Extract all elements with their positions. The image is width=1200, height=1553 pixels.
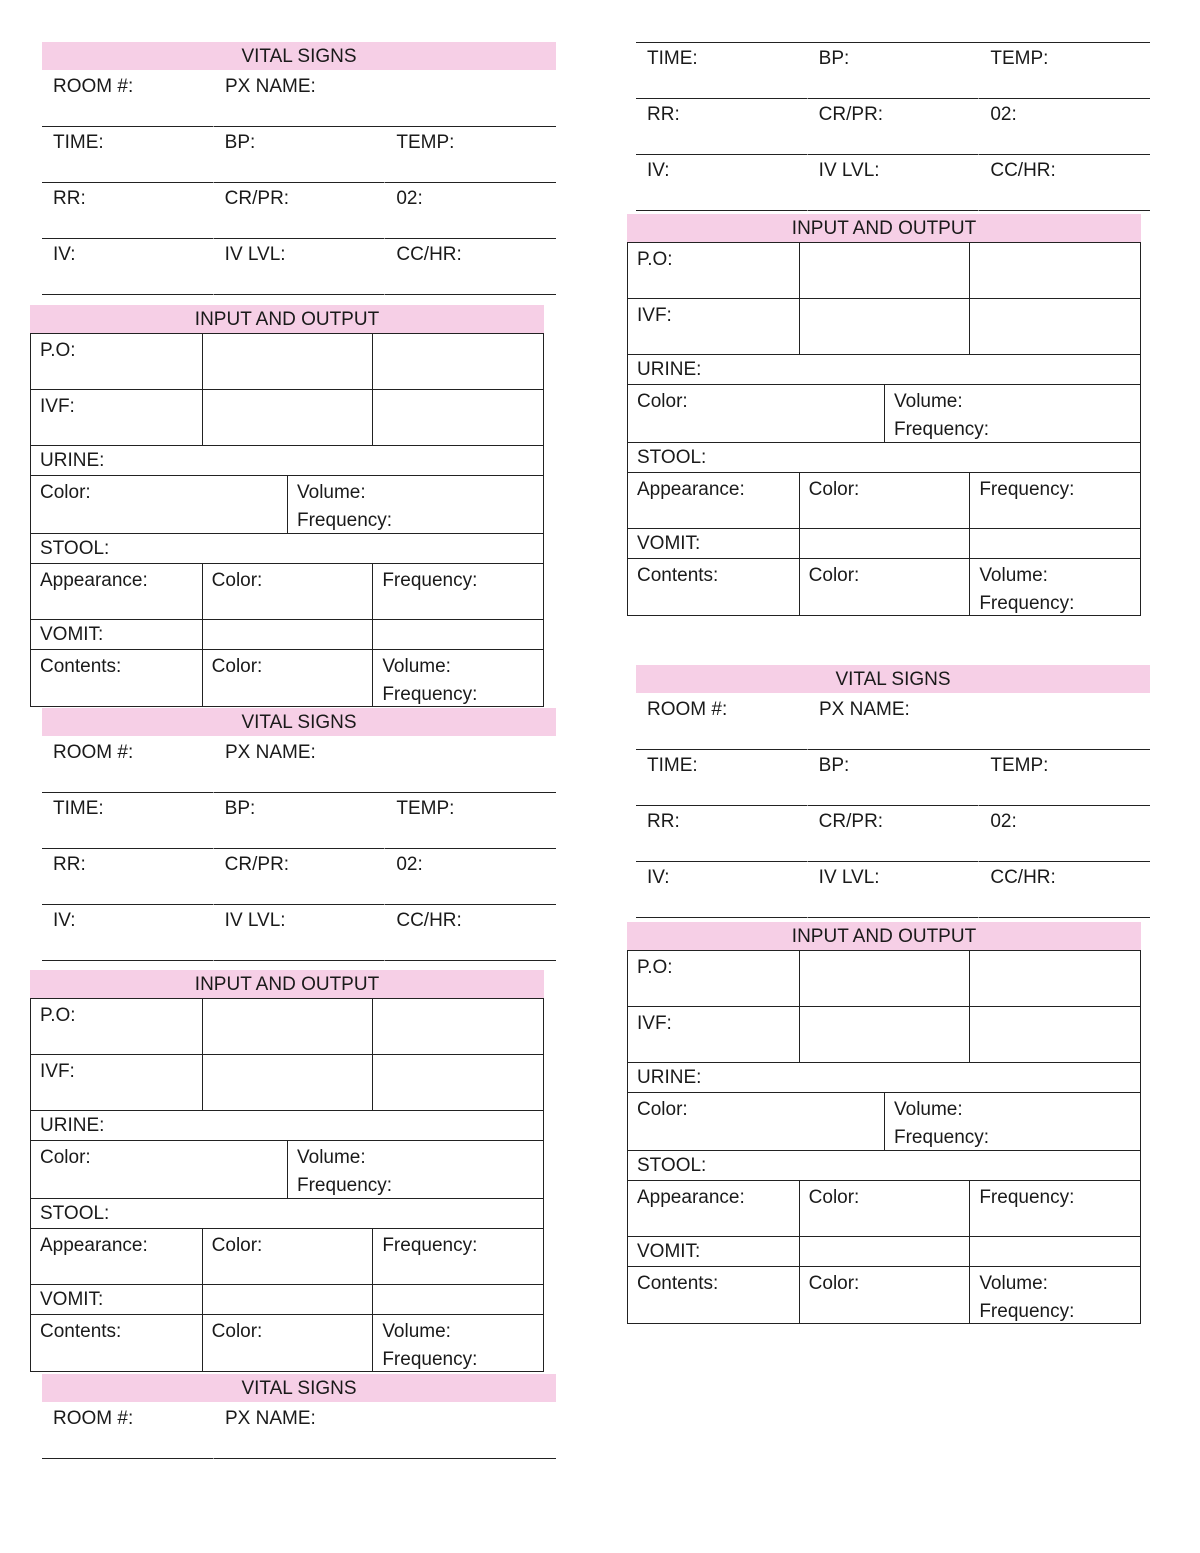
stool-label: STOOL: bbox=[40, 538, 110, 559]
stool-appearance-field[interactable]: Appearance: bbox=[637, 1187, 745, 1208]
bp-field[interactable]: BP: bbox=[213, 127, 385, 183]
section-header: INPUT AND OUTPUT bbox=[627, 922, 1141, 950]
room-field[interactable]: ROOM #: bbox=[636, 693, 807, 750]
cc-hr-field[interactable]: CC/HR: bbox=[384, 905, 556, 961]
iv-lvl-field[interactable]: IV LVL: bbox=[807, 862, 979, 918]
temp-field[interactable]: TEMP: bbox=[978, 750, 1150, 806]
po-entry[interactable] bbox=[799, 951, 970, 1006]
crpr-field[interactable]: CR/PR: bbox=[807, 99, 979, 155]
ivf-field[interactable]: IVF: bbox=[40, 1061, 75, 1082]
po-entry[interactable] bbox=[969, 951, 1140, 1006]
temp-field[interactable]: TEMP: bbox=[384, 127, 556, 183]
urine-label: URINE: bbox=[637, 1067, 702, 1088]
section-header: VITAL SIGNS bbox=[42, 1374, 556, 1402]
vomit-color-field[interactable]: Color: bbox=[799, 559, 970, 615]
vomit-label: VOMIT: bbox=[637, 533, 701, 554]
stool-frequency-field[interactable]: Frequency: bbox=[372, 1229, 543, 1284]
ivf-field[interactable]: IVF: bbox=[40, 396, 75, 417]
rr-field[interactable]: RR: bbox=[42, 849, 213, 905]
frequency-label: Frequency: bbox=[382, 1349, 478, 1370]
stool-appearance-field[interactable]: Appearance: bbox=[40, 1235, 148, 1256]
stool-appearance-field[interactable]: Appearance: bbox=[637, 479, 745, 500]
frequency-label: Frequency: bbox=[979, 1301, 1075, 1322]
vomit-volume-frequency-field[interactable] bbox=[372, 650, 543, 706]
vital-signs-form-3 bbox=[42, 1374, 556, 1459]
urine-volume-frequency-field[interactable] bbox=[884, 1093, 1140, 1150]
ivf-entry[interactable] bbox=[969, 1007, 1140, 1062]
input-output-form-4 bbox=[627, 922, 1141, 1324]
frequency-label: Frequency: bbox=[297, 1175, 393, 1196]
section-header: INPUT AND OUTPUT bbox=[627, 214, 1141, 242]
urine-color-field[interactable]: Color: bbox=[637, 391, 688, 412]
stool-label: STOOL: bbox=[637, 1155, 707, 1176]
po-entry[interactable] bbox=[372, 999, 543, 1054]
iv-lvl-field[interactable]: IV LVL: bbox=[213, 905, 385, 961]
urine-volume-frequency-field[interactable] bbox=[884, 385, 1140, 442]
section-header: VITAL SIGNS bbox=[42, 42, 556, 70]
po-field[interactable]: P.O: bbox=[637, 249, 673, 270]
cc-hr-field[interactable]: CC/HR: bbox=[978, 862, 1150, 918]
temp-field[interactable]: TEMP: bbox=[384, 793, 556, 849]
stool-label: STOOL: bbox=[40, 1203, 110, 1224]
po-entry[interactable] bbox=[799, 243, 970, 298]
ivf-field[interactable]: IVF: bbox=[637, 305, 672, 326]
input-output-form-1 bbox=[30, 305, 544, 707]
iv-field[interactable]: IV: bbox=[636, 155, 807, 211]
stool-color-field[interactable]: Color: bbox=[202, 1229, 373, 1284]
room-field[interactable]: ROOM #: bbox=[42, 70, 213, 127]
vomit-contents-field[interactable]: Contents: bbox=[637, 565, 719, 586]
urine-label: URINE: bbox=[40, 1115, 105, 1136]
time-field[interactable]: TIME: bbox=[636, 750, 807, 806]
room-field[interactable]: ROOM #: bbox=[42, 736, 213, 793]
frequency-label: Frequency: bbox=[297, 510, 393, 531]
frequency-label: Frequency: bbox=[979, 593, 1075, 614]
iv-lvl-field[interactable]: IV LVL: bbox=[807, 155, 979, 211]
ivf-entry[interactable] bbox=[799, 1007, 970, 1062]
bp-field[interactable]: BP: bbox=[213, 793, 385, 849]
vomit-blank[interactable] bbox=[372, 620, 543, 649]
iv-field[interactable]: IV: bbox=[42, 905, 213, 961]
crpr-field[interactable]: CR/PR: bbox=[807, 806, 979, 862]
ivf-entry[interactable] bbox=[202, 390, 373, 445]
volume-label: Volume: bbox=[894, 1099, 963, 1120]
stool-color-field[interactable]: Color: bbox=[799, 1181, 970, 1236]
urine-label: URINE: bbox=[40, 450, 105, 471]
frequency-label: Frequency: bbox=[894, 1127, 990, 1148]
vomit-volume-frequency-field[interactable] bbox=[969, 1267, 1140, 1323]
crpr-field[interactable]: CR/PR: bbox=[213, 849, 385, 905]
ivf-entry[interactable] bbox=[202, 1055, 373, 1110]
frequency-label: Frequency: bbox=[382, 684, 478, 705]
vomit-label: VOMIT: bbox=[637, 1241, 701, 1262]
volume-label: Volume: bbox=[894, 391, 963, 412]
vomit-label: VOMIT: bbox=[40, 1289, 104, 1310]
stool-frequency-field[interactable]: Frequency: bbox=[969, 1181, 1140, 1236]
urine-color-field[interactable]: Color: bbox=[40, 1147, 91, 1168]
time-field[interactable]: TIME: bbox=[636, 43, 807, 99]
urine-color-field[interactable]: Color: bbox=[40, 482, 91, 503]
po-entry[interactable] bbox=[372, 334, 543, 389]
vomit-blank[interactable] bbox=[799, 1237, 970, 1266]
po-entry[interactable] bbox=[969, 243, 1140, 298]
vomit-blank[interactable] bbox=[969, 1237, 1140, 1266]
time-field[interactable]: TIME: bbox=[42, 793, 213, 849]
bp-field[interactable]: BP: bbox=[807, 43, 979, 99]
vomit-color-field[interactable]: Color: bbox=[202, 650, 373, 706]
px-name-field[interactable]: PX NAME: bbox=[213, 1402, 556, 1459]
vomit-contents-field[interactable]: Contents: bbox=[40, 1321, 122, 1342]
vomit-contents-field[interactable]: Contents: bbox=[40, 656, 122, 677]
ivf-entry[interactable] bbox=[372, 390, 543, 445]
vomit-blank[interactable] bbox=[202, 1285, 373, 1314]
vomit-blank[interactable] bbox=[202, 620, 373, 649]
o2-field[interactable]: 02: bbox=[978, 99, 1150, 155]
px-name-field[interactable]: PX NAME: bbox=[213, 70, 556, 127]
volume-label: Volume: bbox=[979, 565, 1048, 586]
urine-color-field[interactable]: Color: bbox=[637, 1099, 688, 1120]
vomit-contents-field[interactable]: Contents: bbox=[637, 1273, 719, 1294]
rr-field[interactable]: RR: bbox=[42, 183, 213, 239]
vomit-volume-frequency-field[interactable] bbox=[969, 559, 1140, 615]
vital-signs-form-1 bbox=[42, 42, 556, 295]
volume-label: Volume: bbox=[297, 1147, 366, 1168]
ivf-entry[interactable] bbox=[372, 1055, 543, 1110]
ivf-entry[interactable] bbox=[799, 299, 970, 354]
frequency-label: Frequency: bbox=[894, 419, 990, 440]
po-entry[interactable] bbox=[202, 999, 373, 1054]
stool-color-field[interactable]: Color: bbox=[799, 473, 970, 528]
urine-volume-frequency-field[interactable] bbox=[287, 1141, 543, 1198]
vomit-blank[interactable] bbox=[799, 529, 970, 558]
vital-signs-form-4 bbox=[636, 665, 1150, 918]
o2-field[interactable]: 02: bbox=[384, 849, 556, 905]
urine-label: URINE: bbox=[637, 359, 702, 380]
temp-field[interactable]: TEMP: bbox=[978, 43, 1150, 99]
vomit-color-field[interactable]: Color: bbox=[202, 1315, 373, 1371]
bp-field[interactable]: BP: bbox=[807, 750, 979, 806]
o2-field[interactable]: 02: bbox=[384, 183, 556, 239]
urine-volume-frequency-field[interactable] bbox=[287, 476, 543, 533]
po-entry[interactable] bbox=[202, 334, 373, 389]
cc-hr-field[interactable]: CC/HR: bbox=[978, 155, 1150, 211]
input-output-form-2 bbox=[30, 970, 544, 1372]
ivf-field[interactable]: IVF: bbox=[637, 1013, 672, 1034]
stool-appearance-field[interactable]: Appearance: bbox=[40, 570, 148, 591]
input-output-form-3 bbox=[627, 214, 1141, 616]
volume-label: Volume: bbox=[382, 656, 451, 677]
stool-frequency-field[interactable]: Frequency: bbox=[372, 564, 543, 619]
volume-label: Volume: bbox=[382, 1321, 451, 1342]
po-field[interactable]: P.O: bbox=[637, 957, 673, 978]
section-header: INPUT AND OUTPUT bbox=[30, 970, 544, 998]
rr-field[interactable]: RR: bbox=[636, 99, 807, 155]
volume-label: Volume: bbox=[297, 482, 366, 503]
rr-field[interactable]: RR: bbox=[636, 806, 807, 862]
vomit-volume-frequency-field[interactable] bbox=[372, 1315, 543, 1371]
iv-field[interactable]: IV: bbox=[42, 239, 213, 295]
po-field[interactable]: P.O: bbox=[40, 340, 76, 361]
crpr-field[interactable]: CR/PR: bbox=[213, 183, 385, 239]
vomit-blank[interactable] bbox=[372, 1285, 543, 1314]
iv-field[interactable]: IV: bbox=[636, 862, 807, 918]
room-field[interactable]: ROOM #: bbox=[42, 1402, 213, 1459]
cc-hr-field[interactable]: CC/HR: bbox=[384, 239, 556, 295]
vomit-label: VOMIT: bbox=[40, 624, 104, 645]
stool-frequency-field[interactable]: Frequency: bbox=[969, 473, 1140, 528]
time-field[interactable]: TIME: bbox=[42, 127, 213, 183]
stool-label: STOOL: bbox=[637, 447, 707, 468]
px-name-field[interactable]: PX NAME: bbox=[807, 693, 1150, 750]
ivf-entry[interactable] bbox=[969, 299, 1140, 354]
vital-signs-form-2 bbox=[42, 708, 556, 961]
section-header: INPUT AND OUTPUT bbox=[30, 305, 544, 333]
o2-field[interactable]: 02: bbox=[978, 806, 1150, 862]
volume-label: Volume: bbox=[979, 1273, 1048, 1294]
stool-color-field[interactable]: Color: bbox=[202, 564, 373, 619]
section-header: VITAL SIGNS bbox=[42, 708, 556, 736]
vomit-blank[interactable] bbox=[969, 529, 1140, 558]
section-header: VITAL SIGNS bbox=[636, 665, 1150, 693]
vomit-color-field[interactable]: Color: bbox=[799, 1267, 970, 1323]
iv-lvl-field[interactable]: IV LVL: bbox=[213, 239, 385, 295]
vital-signs-form-continued bbox=[636, 42, 1150, 211]
po-field[interactable]: P.O: bbox=[40, 1005, 76, 1026]
px-name-field[interactable]: PX NAME: bbox=[213, 736, 556, 793]
